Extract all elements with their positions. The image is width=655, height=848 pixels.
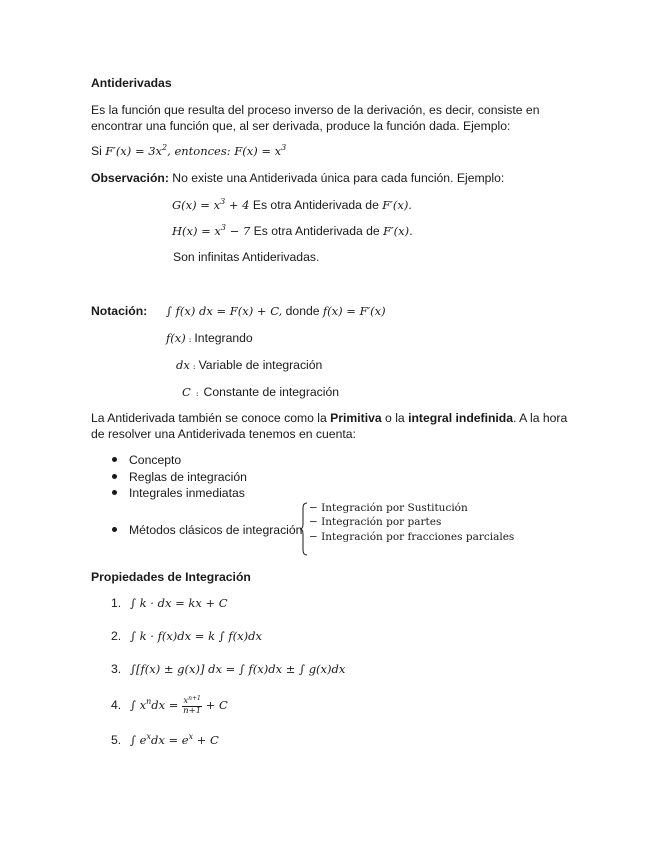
list-item-concepto: Concepto — [129, 453, 182, 467]
colon-2: : — [192, 362, 196, 371]
integrando-text: Integrando — [194, 331, 253, 345]
prop-formula-3: ∫[f(x) ± g(x)] dx = ∫ f(x)dx ± ∫ g(x)dx — [130, 662, 346, 676]
example-line — [91, 143, 286, 159]
h-formula: $H(x) = x^3 - 7$ — [172, 223, 251, 238]
fx-symbol: f(x) — [166, 331, 186, 345]
dx-symbol: dx — [176, 358, 190, 372]
observacion-label: Observación: — [91, 171, 169, 185]
g-formula: $G(x) = x^3 + 4$ — [172, 197, 250, 212]
list-item-metodos: Métodos clásicos de integración — [129, 523, 303, 537]
prop-formula-5: ∫ $e^xdx = e^x + C$ — [130, 732, 219, 747]
primitiva-t3: . A la hora — [513, 411, 568, 425]
primitiva-t1: La Antiderivada también se conoce como la — [91, 411, 331, 425]
prop-formula-4: ∫ $x^ndx$ = $\frac{x^{n+1}}{n+1}$ + C — [130, 694, 228, 716]
g-example — [172, 197, 412, 213]
method-partes: − Integración por partes — [309, 516, 442, 528]
prop-number-5: 5. — [111, 733, 122, 747]
prop-number-3: 3. — [111, 662, 122, 676]
colon-1: : — [188, 335, 192, 344]
notacion-formula-line — [166, 303, 386, 319]
observacion-line — [91, 170, 504, 186]
h-text: Es otra Antiderivada de — [253, 224, 380, 238]
bullet-dot — [112, 474, 117, 479]
example-si-label: Si — [91, 144, 102, 158]
g-derivative: F′(x). — [382, 198, 412, 212]
example-formula: $F'(x) = 3x^2$, entonces: $F(x) = x^3$ — [105, 143, 287, 158]
prop-number-1: 1. — [111, 596, 122, 610]
variable-text: Variable de integración — [198, 358, 323, 372]
bullet-dot — [112, 457, 117, 462]
method-fracciones: − Integración por fracciones parciales — [309, 531, 515, 543]
h-derivative: F′(x). — [383, 224, 413, 238]
primitiva-line-2: de resolver una Antiderivada tenemos en cuenta: — [91, 427, 356, 441]
primitiva-line-1 — [91, 410, 567, 426]
notacion-derivative: f(x) = F′(x) — [322, 304, 386, 318]
c-symbol: C — [182, 385, 191, 399]
intro-line-2: encontrar una función que, al ser derivada, produce la función dada. Ejemplo: — [91, 119, 511, 133]
constante-text: Constante de integración — [203, 385, 340, 399]
propiedades-title: Propiedades de Integración — [91, 570, 251, 584]
fraction: $\frac{x^{n+1}}{n+1}$ — [183, 694, 202, 716]
prop-formula-2: ∫ k · f(x)dx = k ∫ f(x)dx — [130, 629, 262, 643]
h-example — [172, 223, 413, 239]
integrando-line — [166, 330, 253, 348]
primitiva-bold-2: integral indefinida — [408, 411, 514, 425]
bullet-dot — [112, 490, 117, 495]
prop-number-2: 2. — [111, 629, 122, 643]
infinite-text: Son infinitas Antiderivadas. — [173, 250, 320, 264]
observacion-text: No existe una Antiderivada única para cada función. Ejemplo: — [168, 171, 505, 185]
colon-3: : — [195, 389, 199, 398]
g-text: Es otra Antiderivada de — [252, 198, 379, 212]
primitiva-bold-1: Primitiva — [330, 411, 382, 425]
notacion-integral: ∫ f(x) dx = F(x) + C, — [166, 304, 283, 318]
prop-number-4: 4. — [111, 698, 122, 712]
list-item-reglas: Reglas de integración — [129, 470, 247, 484]
list-item-integrales: Integrales inmediatas — [129, 486, 245, 500]
page-title: Antiderivadas — [91, 76, 172, 90]
intro-line-1: Es la función que resulta del proceso inverso de la derivación, es decir, consiste en — [91, 103, 540, 117]
notacion-label: Notación: — [91, 304, 148, 318]
prop-formula-1: ∫ k · dx = kx + C — [130, 596, 228, 610]
curly-brace-icon — [299, 502, 309, 556]
primitiva-t2: o la — [381, 411, 409, 425]
variable-line — [176, 357, 322, 375]
bullet-dot — [112, 527, 117, 532]
constante-line — [182, 384, 339, 402]
method-sustitucion: − Integración por Sustitución — [309, 502, 468, 514]
donde-text: donde — [285, 304, 320, 318]
